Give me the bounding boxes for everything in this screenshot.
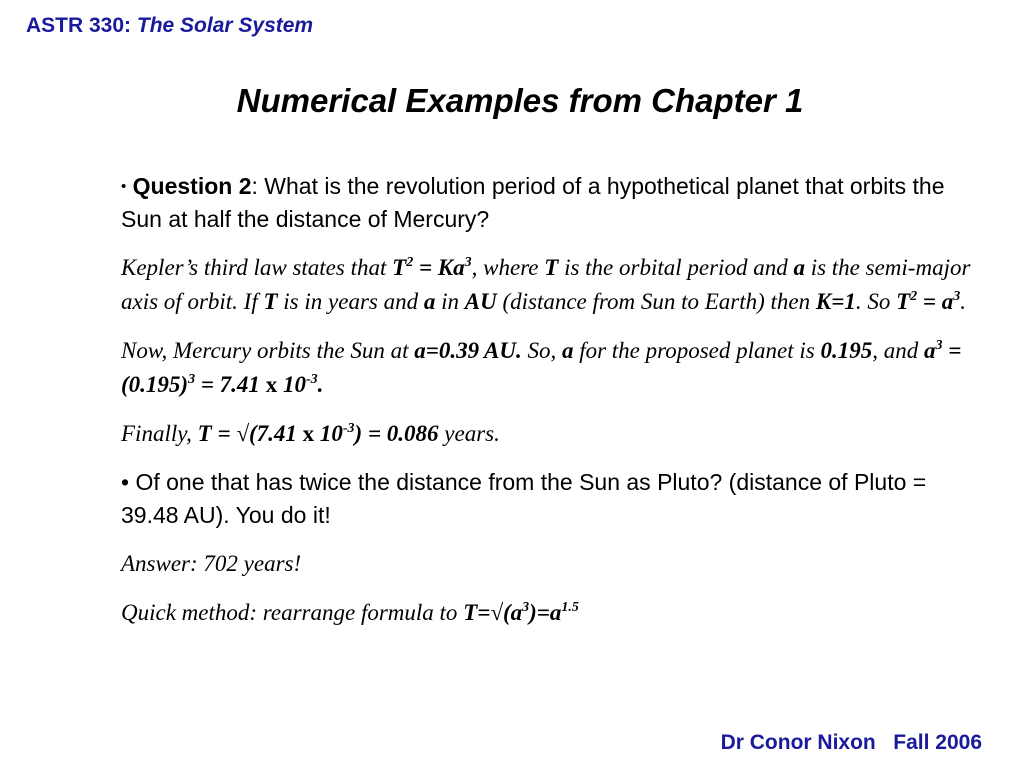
superscript: 1.5 xyxy=(561,600,579,615)
superscript: 3 xyxy=(522,600,530,615)
text-run: = Ka xyxy=(413,255,465,280)
bold-term: a=0.39 AU. xyxy=(414,338,522,363)
formula xyxy=(392,255,472,280)
formula xyxy=(463,600,579,625)
finally-paragraph xyxy=(121,417,971,451)
text-run: Now, Mercury orbits the Sun at xyxy=(121,338,415,363)
text-run: Kepler’s third law states that xyxy=(121,255,393,280)
bold-term: a xyxy=(561,338,574,363)
course-name: The Solar System xyxy=(136,14,314,37)
superscript: 3 xyxy=(188,372,196,387)
slide-content xyxy=(121,170,971,645)
superscript: -3 xyxy=(342,421,355,436)
formula xyxy=(198,421,439,446)
text-run: Finally, xyxy=(121,421,198,446)
kepler-paragraph xyxy=(121,251,971,319)
text-run: a xyxy=(923,338,936,363)
bullet: • xyxy=(121,178,127,195)
text-run: , where xyxy=(471,255,545,280)
text-run: . xyxy=(960,289,967,314)
superscript: 2 xyxy=(406,255,414,270)
text-run: is the semi-major axis of orbit. If xyxy=(121,255,971,314)
formula xyxy=(896,289,960,314)
superscript: 3 xyxy=(953,289,961,304)
bold-term: T xyxy=(263,289,278,314)
text-run: . So xyxy=(855,289,897,314)
text-run: . xyxy=(317,372,324,397)
superscript: -3 xyxy=(305,372,318,387)
superscript: 3 xyxy=(464,255,472,270)
text-run: So, xyxy=(521,338,562,363)
course-header xyxy=(26,13,313,39)
bold-term: T xyxy=(544,255,559,280)
question-text: : What is the revolution period of a hypothetical planet that orbits the Sun at half the distance of Mercury? xyxy=(121,173,945,232)
text-run: = 7.41 xyxy=(195,372,266,397)
bold-term: a xyxy=(793,255,805,280)
slide-title: Numerical Examples from Chapter 1 xyxy=(236,82,804,119)
text-run: (distance from Sun to Earth) then xyxy=(496,289,816,314)
question-paragraph xyxy=(121,170,971,236)
text-run: for the proposed planet is xyxy=(573,338,821,363)
bold-term: a xyxy=(423,289,436,314)
question-label: Question 2 xyxy=(132,173,252,199)
text-run: )=a xyxy=(529,600,562,625)
bold-term: 0.195 xyxy=(820,338,873,363)
text-run: = (0.195) xyxy=(121,338,962,397)
quick-method-line xyxy=(121,596,971,630)
slide-footer xyxy=(721,730,982,756)
course-code: ASTR 330: xyxy=(26,14,132,37)
times-sign: x xyxy=(265,372,278,397)
text-run: , and xyxy=(872,338,924,363)
superscript: 2 xyxy=(910,289,918,304)
answer-line: Answer: 702 years! xyxy=(121,551,302,576)
text-run: T xyxy=(392,255,407,280)
mercury-paragraph xyxy=(121,334,971,402)
text-run: 10 xyxy=(277,372,306,397)
bold-term: AU xyxy=(464,289,497,314)
text-run: in xyxy=(435,289,465,314)
text-run: T xyxy=(896,289,911,314)
times-sign: x xyxy=(302,421,315,446)
text-run: Quick method: rearrange formula to xyxy=(121,600,464,625)
term: Fall 2006 xyxy=(893,731,982,754)
text-run: is the orbital period and xyxy=(558,255,794,280)
pluto-question: • Of one that has twice the distance from the Sun as Pluto? (distance of Pluto = 39.48 AU). You do it! xyxy=(121,469,927,528)
text-run: T = √(7.41 xyxy=(197,421,303,446)
text-run: ) = 0.086 xyxy=(354,421,439,446)
text-run: 10 xyxy=(314,421,343,446)
text-run: = a xyxy=(917,289,954,314)
superscript: 3 xyxy=(935,338,943,353)
bold-term: K=1 xyxy=(815,289,856,314)
author-name: Dr Conor Nixon xyxy=(720,731,876,754)
text-run: is in years and xyxy=(277,289,424,314)
text-run: years. xyxy=(438,421,500,446)
text-run: T=√(a xyxy=(463,600,523,625)
